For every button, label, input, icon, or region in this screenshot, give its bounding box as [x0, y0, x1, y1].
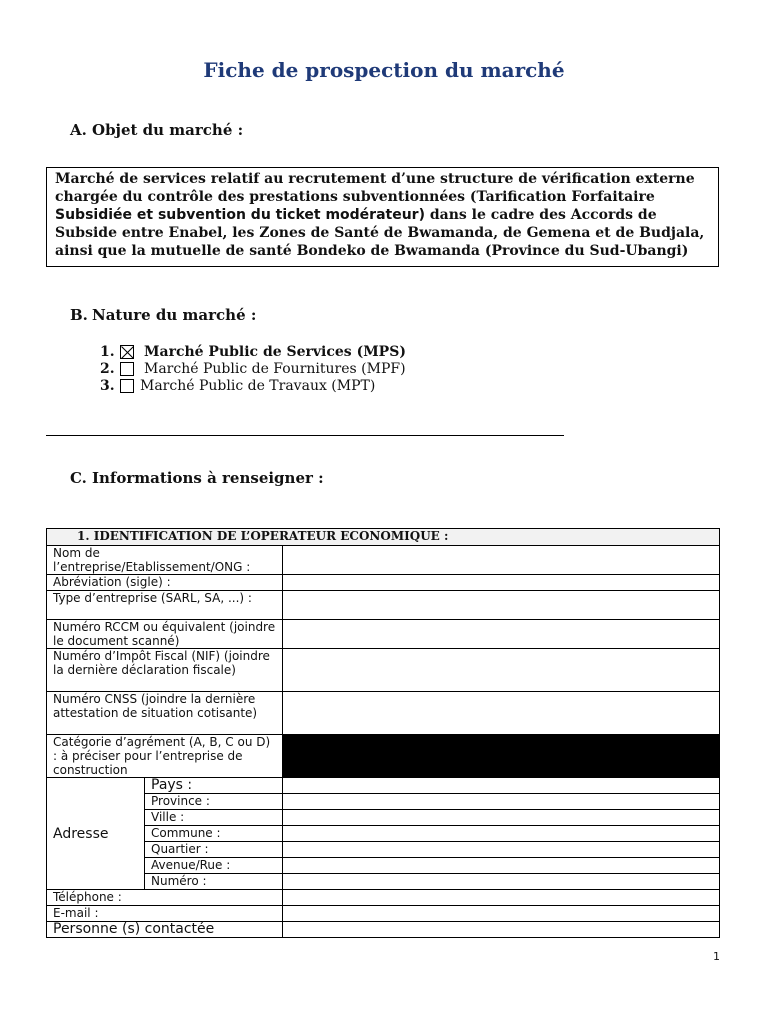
nature-num: 1.: [100, 343, 115, 360]
row-label: Catégorie d’agrément (A, B, C ou D) : à préciser pour l’entreprise de construction: [47, 735, 283, 778]
input-cell[interactable]: [283, 874, 720, 890]
row-label: Numéro RCCM ou équivalent (joindre le document scanné): [47, 620, 283, 649]
nature-item-mpf: [100, 360, 406, 377]
section-a-label: Objet du marché :: [92, 121, 244, 139]
objet-box: [46, 167, 719, 267]
input-cell[interactable]: [283, 858, 720, 874]
input-cell[interactable]: [283, 575, 720, 591]
checkbox-icon[interactable]: [120, 379, 134, 393]
nature-label: Marché Public de Services (MPS): [144, 343, 406, 360]
input-cell[interactable]: [283, 692, 720, 735]
input-cell[interactable]: [283, 794, 720, 810]
objet-text-1: Marché de services relatif au recrutement d’une structure de vérification externe chargée du contrôle des prestations subventionnées (Tarification Forfaitaire: [55, 171, 695, 205]
section-c-letter: C.: [70, 469, 87, 487]
page-number: 1: [713, 950, 720, 963]
input-cell[interactable]: [283, 620, 720, 649]
row-label: E-mail :: [47, 906, 283, 922]
nature-label: Marché Public de Travaux (MPT): [140, 377, 376, 394]
adresse-item: Quartier :: [145, 842, 283, 858]
input-cell[interactable]: [283, 842, 720, 858]
adresse-label: Adresse: [47, 778, 145, 890]
nature-num: 2.: [100, 360, 115, 377]
adresse-item: Ville :: [145, 810, 283, 826]
row-label: Personne (s) contactée: [47, 922, 283, 938]
adresse-item: Province :: [145, 794, 283, 810]
nature-item-mps: [100, 343, 406, 360]
nature-num: 3.: [100, 377, 115, 394]
input-cell[interactable]: [283, 546, 720, 575]
input-cell[interactable]: [283, 810, 720, 826]
identification-table: [46, 528, 720, 938]
row-label: Téléphone :: [47, 890, 283, 906]
adresse-item: Commune :: [145, 826, 283, 842]
section-c-heading: [70, 469, 324, 487]
input-cell[interactable]: [283, 649, 720, 692]
objet-text-3: dans le cadre des Accords de Subside entre Enabel, les Zones de Santé de Bwamanda, de Gemena et de Budjala, ainsi que la mutuelle de santé Bondeko de Bwamanda (Province du Sud-Ubangi): [55, 207, 705, 259]
section-b-letter: B.: [70, 306, 88, 324]
adresse-item: Avenue/Rue :: [145, 858, 283, 874]
input-cell[interactable]: [283, 890, 720, 906]
redacted-cell: [283, 735, 720, 778]
input-cell[interactable]: [283, 826, 720, 842]
row-label: Abréviation (sigle) :: [47, 575, 283, 591]
section-b-heading: [70, 306, 256, 324]
table-header: 1. IDENTIFICATION DE L’OPERATEUR ECONOMIQUE :: [47, 529, 720, 546]
objet-text-2: Subsidiée et subvention du ticket modérateur): [55, 207, 425, 223]
row-label: Nom de l’entreprise/Etablissement/ONG :: [47, 546, 283, 575]
separator-line: [46, 435, 564, 436]
page-title: Fiche de prospection du marché: [203, 58, 565, 82]
input-cell[interactable]: [283, 906, 720, 922]
input-cell[interactable]: [283, 591, 720, 620]
nature-item-mpt: [100, 377, 406, 394]
checkbox-checked-icon[interactable]: [120, 345, 134, 359]
nature-label: Marché Public de Fournitures (MPF): [144, 360, 406, 377]
checkbox-icon[interactable]: [120, 362, 134, 376]
section-c-label: Informations à renseigner :: [92, 469, 324, 487]
row-label: Numéro d’Impôt Fiscal (NIF) (joindre la dernière déclaration fiscale): [47, 649, 283, 692]
input-cell[interactable]: [283, 778, 720, 794]
section-a-heading: [70, 121, 243, 139]
row-label: Numéro CNSS (joindre la dernière attestation de situation cotisante): [47, 692, 283, 735]
input-cell[interactable]: [283, 922, 720, 938]
row-label: Type d’entreprise (SARL, SA, ...) :: [47, 591, 283, 620]
section-a-letter: A.: [70, 121, 87, 139]
adresse-item: Pays :: [145, 778, 283, 794]
section-b-label: Nature du marché :: [92, 306, 257, 324]
adresse-item: Numéro :: [145, 874, 283, 890]
nature-list: [100, 343, 406, 394]
